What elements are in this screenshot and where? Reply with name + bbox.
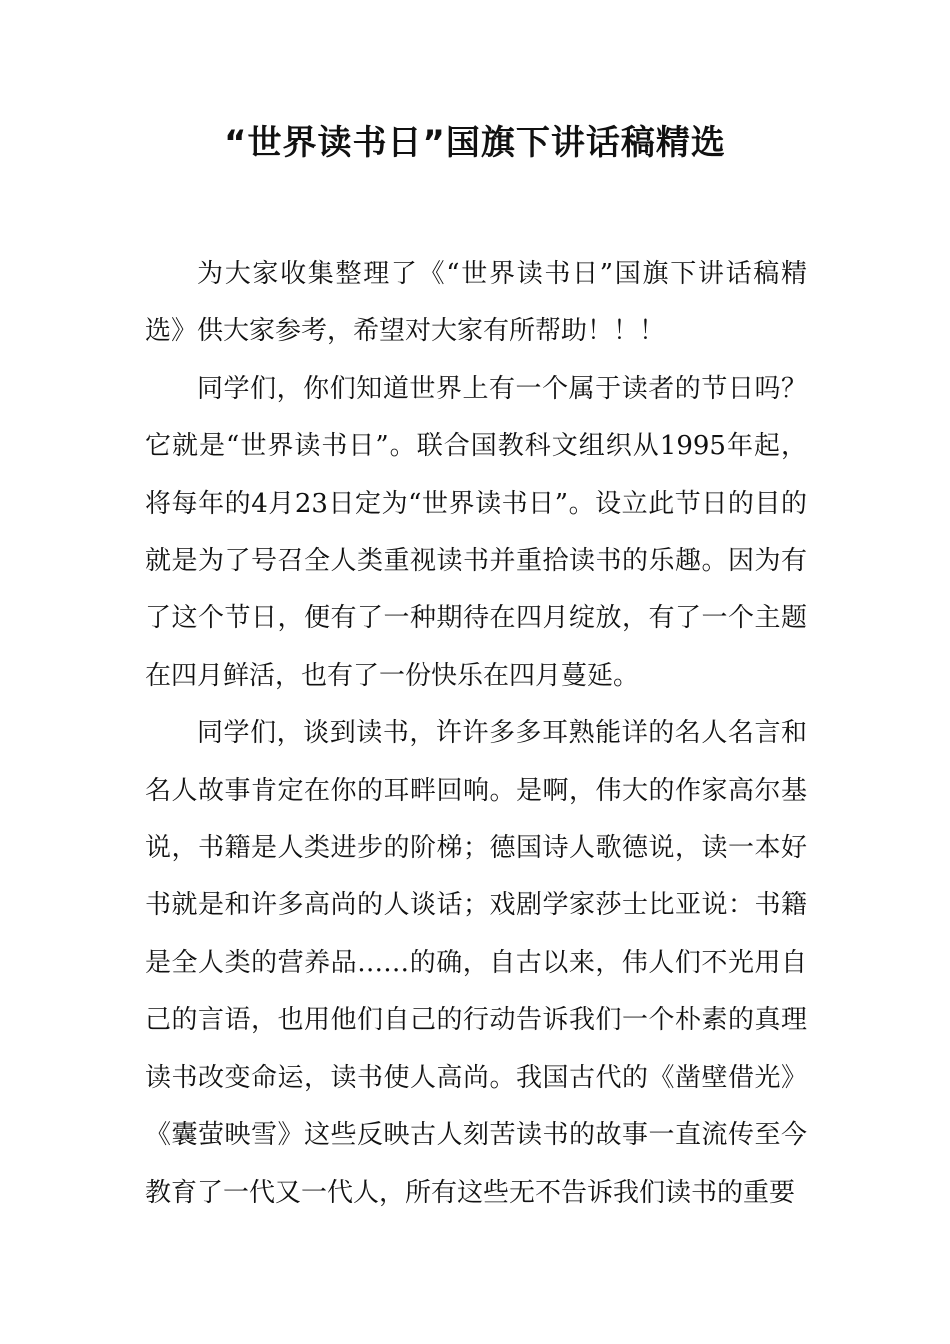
document-body (145, 246, 807, 1222)
paragraph-reading-day: 同学们，你们知道世界上有一个属于读者的节日吗？它就是“世界读书日”。联合国教科文组织从1995年起，将每年的4月23日定为“世界读书日”。设立此节日的目的就是为了号召全人类重视读书并重拾读书的乐趣。因为有了这个节日，便有了一种期待在四月绽放，有了一个主题在四月鲜活，也有了一份快乐在四月蔓延。 (145, 373, 807, 691)
paragraph-intro: 为大家收集整理了《“世界读书日”国旗下讲话稿精选》供大家参考，希望对大家有所帮助！！！ (145, 259, 807, 347)
paragraph-famous-quotes: 同学们，谈到读书，许许多多耳熟能详的名人名言和名人故事肯定在你的耳畔回响。是啊，伟大的作家高尔基说，书籍是人类进步的阶梯；德国诗人歌德说，读一本好书就是和许多高尚的人谈话；戏剧学家莎士比亚说：书籍是全人类的营养品……的确，自古以来，伟人们不光用自己的言语，也用他们自己的行动告诉我们一个朴素的真理读书改变命运，读书使人高尚。我国古代的《凿壁借光》《囊萤映雪》这些反映古人刻苦读书的故事一直流传至今教育了一代又一代人，所有这些无不告诉我们读书的重要 (145, 718, 807, 1208)
document-title: “世界读书日”国旗下讲话稿精选 (224, 123, 726, 163)
